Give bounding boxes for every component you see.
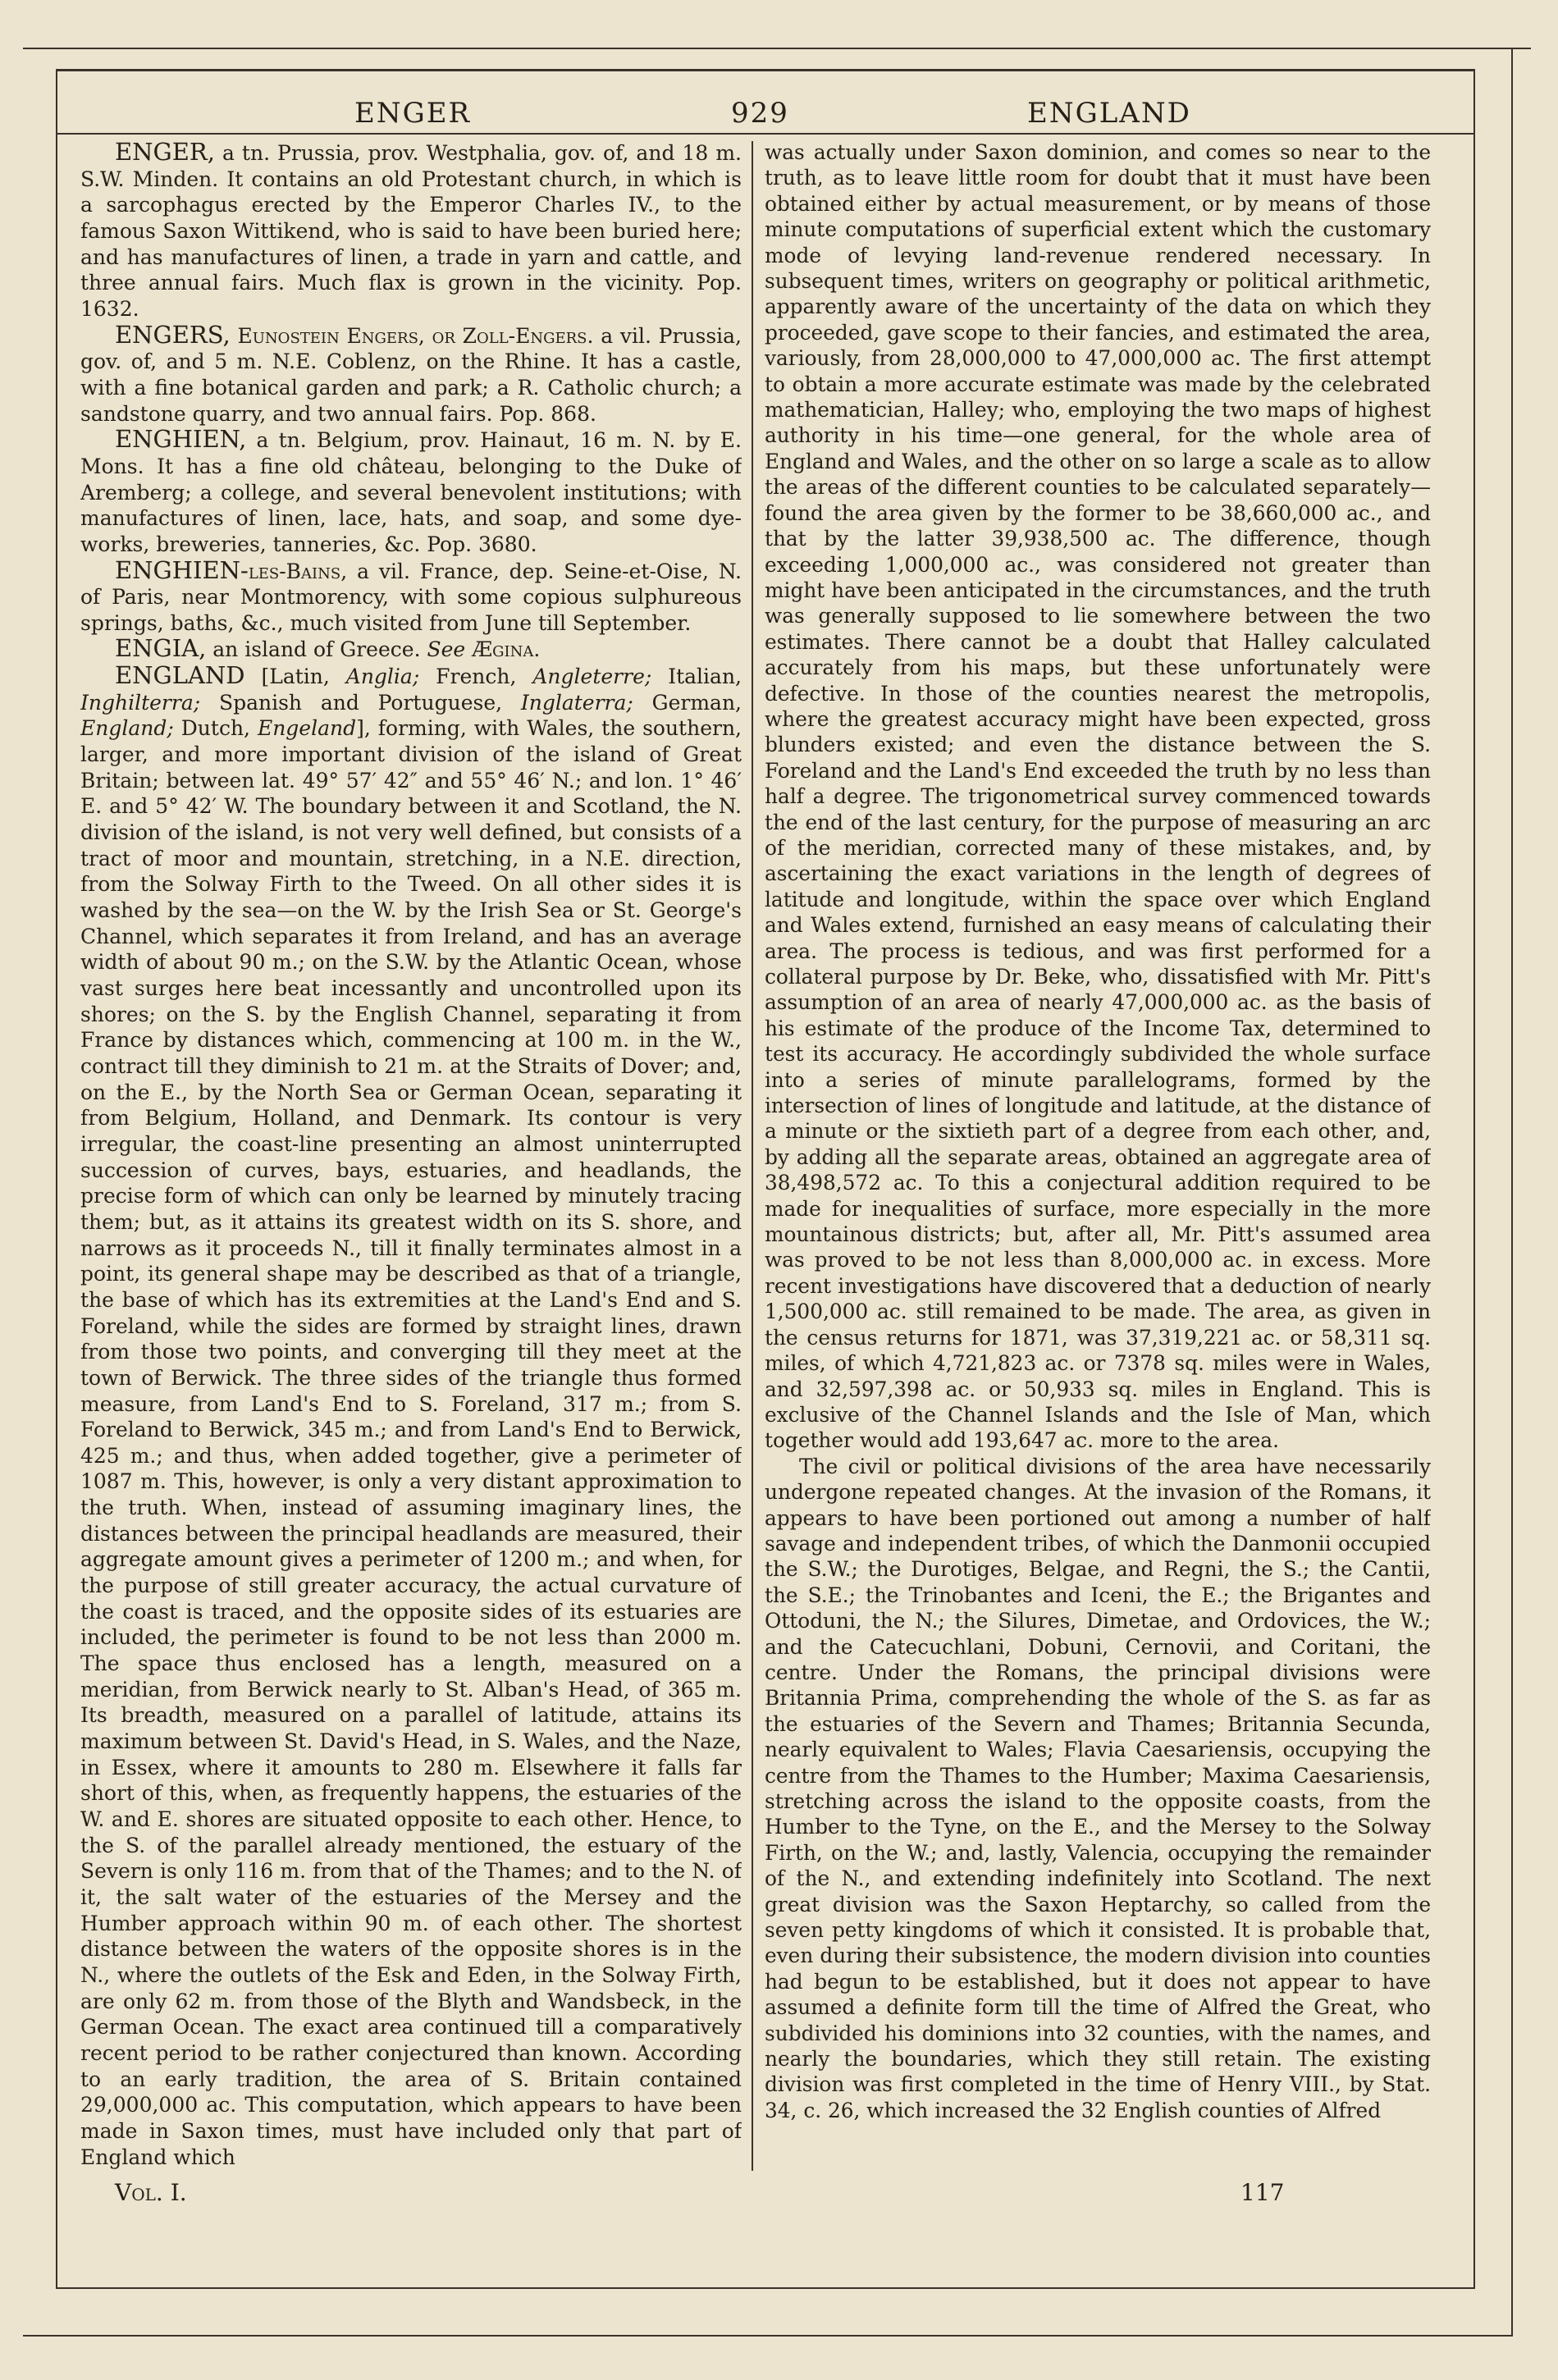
running-head-left: ENGER: [354, 97, 472, 130]
volume-label: Vol. I.: [115, 2179, 187, 2206]
frame-outer-right-rule: [1511, 48, 1513, 2337]
frame-inner-bottom-rule: [56, 2287, 1475, 2289]
signature-mark: 117: [1240, 2179, 1285, 2206]
england-continued-paragraph: was actually under Saxon dominion, and comes so near to the truth, as to leave little room for doubt that it must have been obtained either by actual measurement, or by means of those minute computations of superficial extent which the customary mode of levying land-revenue rendered necessary. In subsequent times, writers on geography or political arithmetic, apparently aware of the uncertainty of the data on which they proceeded, gave scope to their fancies, and estimated the area, variously, from 28,000,000 to 47,000,000 ac. The first attempt to obtain a more accurate estimate was made by the celebrated mathematician, Halley; who, employing the two maps of highest authority in his time—one general, for the whole area of England and Wales, and the other on so large a scale as to allow the areas of the different counties to be calculated separately—found the area given by the former to be 38,660,000 ac., and that by the latter 39,938,500 ac. The difference, though exceeding 1,000,000 ac., was considered not greater than might have been anticipated in the circumstances, and the truth was generally supposed to lie somewhere between the two estimates. There cannot be a doubt that Halley calculated accurately from his maps, but these unfortunately were defective. In those of the counties nearest the metropolis, where the greatest accuracy might have been expected, gross blunders existed; and even the distance between the S. Foreland and the Land's End exceeded the truth by no less than half a degree. The trigonometrical survey commenced towards the end of the last century, for the purpose of measuring an arc of the meridian, corrected many of these mistakes, and, by ascertaining the exact variations in the length of degrees of latitude and longitude, within the space over which England and Wales extend, furnished an easy means of calculating their area. The process is tedious, and was first performed for a collateral purpose by Dr. Beke, who, dissatisfied with Mr. Pitt's assumption of an area of nearly 47,000,000 ac. as the basis of his estimate of the produce of the Income Tax, determined to test its accuracy. He accordingly subdivided the whole surface into a series of minute parallelograms, formed by the intersection of lines of longitude and latitude, at the distance of a minute or the sixtieth part of a degree from each other, and, by adding all the separate areas, obtained an aggregate area of 38,498,572 ac. To this a conjectural addition required to be made for inequalities of surface, more especially in the more mountainous districts; but, after all, Mr. Pitt's assumed area was proved to be not less than 8,000,000 ac. in excess. More recent investigations have discovered that a deduction of nearly 1,500,000 ac. still remained to be made. The area, as given in the census returns for 1871, was 37,319,221 ac. or 58,311 sq. miles, of which 4,721,823 ac. or 7378 sq. miles were in Wales, and 32,597,398 ac. or 50,933 sq. miles in England. This is exclusive of the Channel Islands and the Isle of Man, which together would add 193,647 ac. more to the area.: [765, 140, 1431, 1453]
entry-engia-text: an island of Greece.: [206, 637, 427, 662]
spanish-name: Inglaterra;: [520, 690, 633, 715]
entry-engers-text: a vil. Prussia, gov. of, and 5 m. N.E. Coblenz, on the Rhine. It has a castle, with a fine botanical garden and park; a R. Catholic church; a sandstone quarry, and two annual fairs. Pop. 868.: [80, 323, 742, 426]
entry-enghien-les-bains: [80, 555, 742, 637]
entry-enghien-les-bains-text: a vil. France, dep. Seine-et-Oise, N. of Paris, near Montmorency, with some copious sulphureous springs, baths, &c., much visited from June till September.: [80, 559, 742, 635]
header-rule: [56, 133, 1475, 135]
running-head-right: ENGLAND: [1027, 97, 1191, 130]
entry-engia-see: See: [427, 637, 466, 662]
entry-enghien: [80, 427, 742, 557]
italian-label: Italian,: [651, 665, 742, 689]
entry-england-text: ], forming, with Wales, the southern, larger, and more important division of the island of Great Britain; between lat. 49° 57′ 42″ and 55° 46′ N.; and lon. 1° 46′ E. and 5° 42′ W. The boundary between it and Scotland, the N. division of the island, is not very well defined, but consists of a tract of moor and mountain, stretching, in a N.E. direction, from the Solway Firth to the Tweed. On all other sides it is washed by the sea—on the W. by the Irish Sea or St. George's Channel, which separates it from Ireland, and has an average width of about 90 m.; on the S.W. by the Atlantic Ocean, whose vast surges here beat incessantly and uncontrolled upon its shores; on the S. by the English Channel, separating it from France by distances which, commencing at 100 m. in the W., contract till they diminish to 21 m. at the Straits of Dover; and, on the E., by the North Sea or German Ocean, separating it from Belgium, Holland, and Denmark. Its contour is very irregular, the coast-line presenting an almost uninterrupted succession of curves, bays, estuaries, and headlands, the precise form of which can only be learned by minutely tracing them; but, as it attains its greatest width on its S. shore, and narrows as it proceeds N., till it finally terminates almost in a point, its general shape may be described as that of a triangle, the base of which has its extremities at the Land's End and S. Foreland, while the sides are formed by straight lines, drawn from those two points, and converging till they meet at the town of Berwick. The three sides of the triangle thus formed measure, from Land's End to S. Foreland, 317 m.; from S. Foreland to Berwick, 345 m.; and from Land's End to Berwick, 425 m.; and thus, when added together, give a perimeter of 1087 m. This, however, is only a very distant approximation to the truth. When, instead of assuming imaginary lines, the distances between the principal headlands are measured, their aggregate amount gives a perimeter of 1200 m.; and when, for the purpose of still greater accuracy, the actual curvature of the coast is traced, and the opposite sides of its estuaries are included, the perimeter is found to be not less than 2000 m. The space thus enclosed has a length, measured on a meridian, from Berwick nearly to St. Alban's Head, of 365 m. Its breadth, measured on a parallel of latitude, attains its maximum between St. David's Head, in S. Wales, and the Naze, in Essex, where it amounts to 280 m. Elsewhere it falls far short of this, when, as frequently happens, the estuaries of the W. and E. shores are situated opposite to each other. Hence, to the S. of the parallel already mentioned, the estuary of the Severn is only 116 m. from that of the Thames; and to the N. of it, the salt water of the estuaries of the Mersey and the Humber approach within 90 m. of each other. The shortest distance between the waters of the opposite shores is in the N., where the outlets of the Esk and Eden, in the Solway Firth, are only 62 m. from those of the Blyth and Wandsbeck, in the German Ocean. The exact area continued till a comparatively recent period to be rather conjectured than known. According to an early tradition, the area of S. Britain contained 29,000,000 ac. This computation, which appears to have been made in Saxon times, must have included only that part of England which: [80, 716, 742, 2169]
french-label: French,: [419, 665, 533, 689]
italian-name: Inghilterra;: [80, 690, 201, 715]
entry-england: [80, 663, 742, 2170]
latin-name: Anglia;: [345, 665, 420, 689]
entry-engia-end: .: [533, 637, 541, 662]
entry-engia: [80, 636, 742, 663]
entry-engers-alias: Eunostein Engers, or Zoll-Engers.: [230, 323, 594, 348]
entry-enghien-text: a tn. Belgium, prov. Hainaut, 16 m. N. by E. Mons. It has a fine old château, belonging to the Duke of Aremberg; a college, and several benevolent institutions; with manufactures of linen, lace, hats, and soap, and some dye-works, breweries, tanneries, &c. Pop. 3680.: [80, 428, 742, 556]
headword-enger: ENGER,: [115, 139, 215, 166]
german-name: England;: [80, 716, 174, 741]
frame-outer-top-rule: [23, 48, 1531, 49]
headword-engia: ENGIA,: [115, 634, 207, 663]
right-column: [765, 139, 1431, 2172]
left-column: [80, 139, 742, 2172]
page-number: 929: [731, 97, 789, 130]
entry-enger: [80, 139, 742, 322]
french-name: Angleterre;: [532, 665, 652, 689]
frame-inner-left-rule: [56, 69, 57, 2289]
england-lead: [Latin,: [244, 665, 346, 689]
headword-england: ENGLAND: [115, 661, 245, 690]
dutch-name: Engeland: [257, 716, 357, 741]
frame-outer-bottom-rule: [23, 2335, 1513, 2337]
headword-enghien-les-bains-suffix: les-Bains,: [248, 559, 348, 583]
entry-enger-text: a tn. Prussia, prov. Westphalia, gov. of, and 18 m. S.W. Minden. It contains an old Protestant church, in which is a sarcophagus erected by the Emperor Charles IV., to the famous Saxon Wittikend, who is said to have been buried here; and has manufactures of linen, a trade in yarn and cattle, and three annual fairs. Much flax is grown in the vicinity. Pop. 1632.: [80, 141, 742, 321]
entry-engia-ref: Ægina: [472, 637, 534, 662]
headword-engers: ENGERS,: [115, 320, 231, 349]
entry-engers: [80, 322, 742, 427]
frame-inner-top-rule: [56, 69, 1475, 71]
spanish-label: Spanish and Portuguese,: [200, 690, 521, 715]
headword-enghien-les-bains: ENGHIEN-: [115, 555, 249, 584]
column-divider: [752, 141, 753, 2171]
dutch-label: Dutch,: [173, 716, 258, 741]
german-label: German,: [633, 690, 742, 715]
england-divisions-paragraph: The civil or political divisions of the area have necessarily undergone repeated changes. At the invasion of the Romans, it appears to have been portioned out among a number of half savage and independent tribes, of which the Danmonii occupied the S.W.; the Durotiges, Belgae, and Regni, the S.; the Cantii, the S.E.; the Trinobantes and Iceni, the E.; the Brigantes and Ottoduni, the N.; the Silures, Dimetae, and Ordovices, the W.; and the Catecuchlani, Dobuni, Cernovii, and Coritani, the centre. Under the Romans, the principal divisions were Britannia Prima, comprehending the whole of the S. as far as the estuaries of the Severn and Thames; Britannia Secunda, nearly equivalent to Wales; Flavia Caesariensis, occupying the centre from the Thames to the Humber; Maxima Caesariensis, stretching across the island to the opposite coasts, from the Humber to the Tyne, on the E., and the Mersey to the Solway Firth, on the W.; and, lastly, Valencia, occupying the remainder of the N., and extending indefinitely into Scotland. The next great division was the Saxon Heptarchy, so called from the seven petty kingdoms of which it consisted. It is probable that, even during their subsistence, the modern division into counties had begun to be established, but it does not appear to have assumed a definite form till the time of Alfred the Great, who subdivided his dominions into 32 counties, with the names, and nearly the boundaries, which they still retain. The existing division was first completed in the time of Henry VIII., by Stat. 34, c. 26, which increased the 32 English counties of Alfred: [765, 1454, 1431, 2122]
frame-inner-right-rule: [1473, 69, 1475, 2289]
headword-enghien: ENGHIEN,: [115, 425, 247, 454]
